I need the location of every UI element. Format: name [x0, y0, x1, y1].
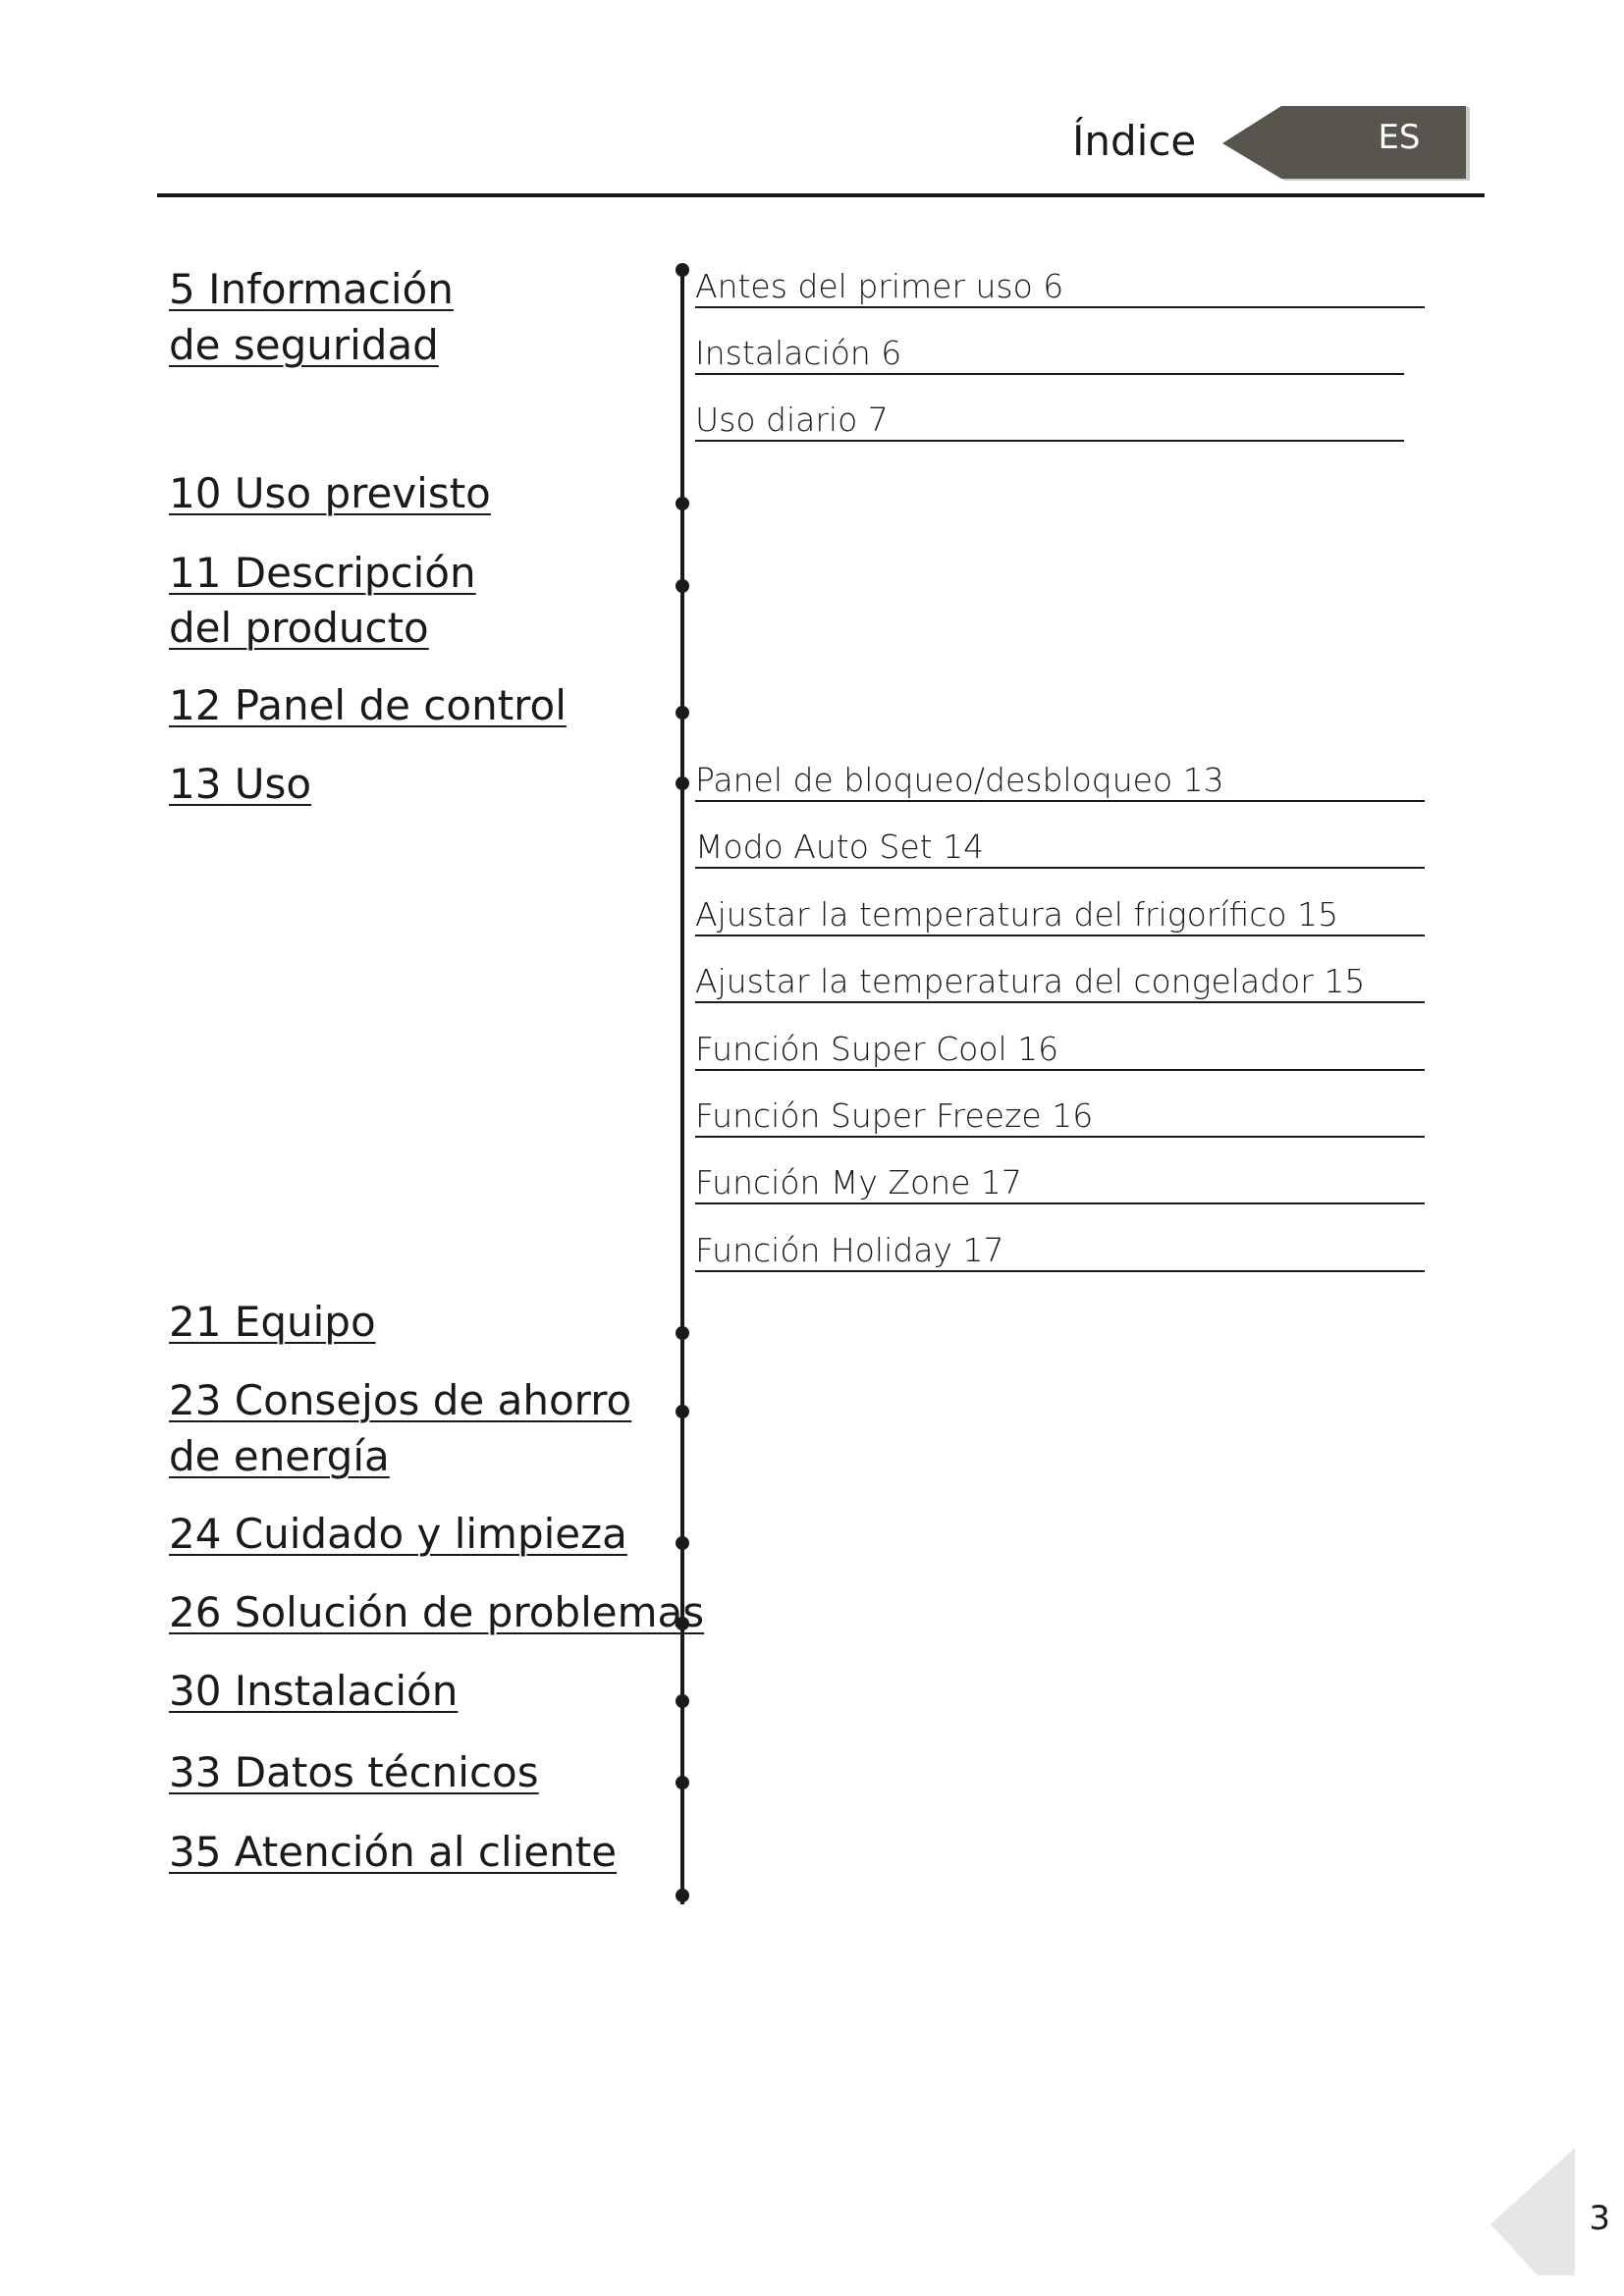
toc-entry-uso-previsto[interactable]: 10 Uso previsto: [169, 469, 491, 517]
page-number: 3: [1589, 2199, 1610, 2238]
timeline-dot: [676, 1776, 689, 1789]
toc-entry-descripcion-producto-line1[interactable]: 11 Descripción: [169, 549, 476, 597]
timeline-dot: [676, 497, 689, 510]
toc-entry-uso[interactable]: 13 Uso: [169, 760, 312, 808]
toc-entry-instalacion[interactable]: 30 Instalación: [169, 1667, 459, 1715]
toc-entry-cuidado-limpieza[interactable]: 24 Cuidado y limpieza: [169, 1510, 627, 1558]
toc-subentry-instalacion[interactable]: Instalación 6: [695, 334, 1404, 375]
toc-subentry-panel-bloqueo[interactable]: Panel de bloqueo/desbloqueo 13: [695, 761, 1425, 802]
toc-entry-equipo[interactable]: 21 Equipo: [169, 1298, 376, 1346]
page-title: Índice: [1072, 117, 1197, 165]
timeline-line: [680, 267, 684, 1904]
toc-entry-descripcion-producto-line2[interactable]: del producto: [169, 604, 429, 652]
language-tab: [1222, 106, 1476, 183]
timeline-dot: [676, 1694, 689, 1708]
timeline-dot: [676, 776, 689, 790]
toc-subentry-antes-primer-uso[interactable]: Antes del primer uso 6: [695, 267, 1425, 308]
toc-entry-consejos-ahorro-line2[interactable]: de energía: [169, 1432, 390, 1480]
timeline-dot: [676, 579, 689, 593]
timeline-dot: [676, 706, 689, 720]
language-code: ES: [1378, 118, 1421, 157]
toc-subentry-temp-congelador[interactable]: Ajustar la temperatura del congelador 15: [695, 962, 1425, 1003]
toc-subentry-temp-frigorifico[interactable]: Ajustar la temperatura del frigorífico 15: [695, 895, 1425, 936]
timeline-dot: [676, 263, 689, 277]
toc-entry-datos-tecnicos[interactable]: 33 Datos técnicos: [169, 1748, 539, 1796]
toc-subentry-uso-diario[interactable]: Uso diario 7: [695, 400, 1404, 442]
toc-entry-atencion-cliente[interactable]: 35 Atención al cliente: [169, 1828, 618, 1876]
toc-subentry-modo-auto-set[interactable]: Modo Auto Set 14: [695, 828, 1425, 869]
toc-entry-informacion-seguridad-line2[interactable]: de seguridad: [169, 321, 439, 369]
toc-entry-consejos-ahorro-line1[interactable]: 23 Consejos de ahorro: [169, 1376, 632, 1424]
toc-subentry-holiday[interactable]: Función Holiday 17: [695, 1231, 1425, 1272]
toc-entry-panel-control[interactable]: 12 Panel de control: [169, 681, 567, 729]
toc-subentry-my-zone[interactable]: Función My Zone 17: [695, 1163, 1425, 1204]
toc-entry-informacion-seguridad-line1[interactable]: 5 Información: [169, 265, 454, 313]
toc-entry-solucion-problemas[interactable]: 26 Solución de problemas: [169, 1588, 705, 1636]
timeline-dot: [676, 1536, 689, 1550]
timeline-dot: [676, 1889, 689, 1902]
timeline-dot: [676, 1405, 689, 1418]
header-divider: [157, 193, 1485, 197]
timeline-dot: [676, 1326, 689, 1340]
toc-subentry-super-freeze[interactable]: Función Super Freeze 16: [695, 1096, 1425, 1138]
toc-subentry-super-cool[interactable]: Función Super Cool 16: [695, 1030, 1425, 1071]
